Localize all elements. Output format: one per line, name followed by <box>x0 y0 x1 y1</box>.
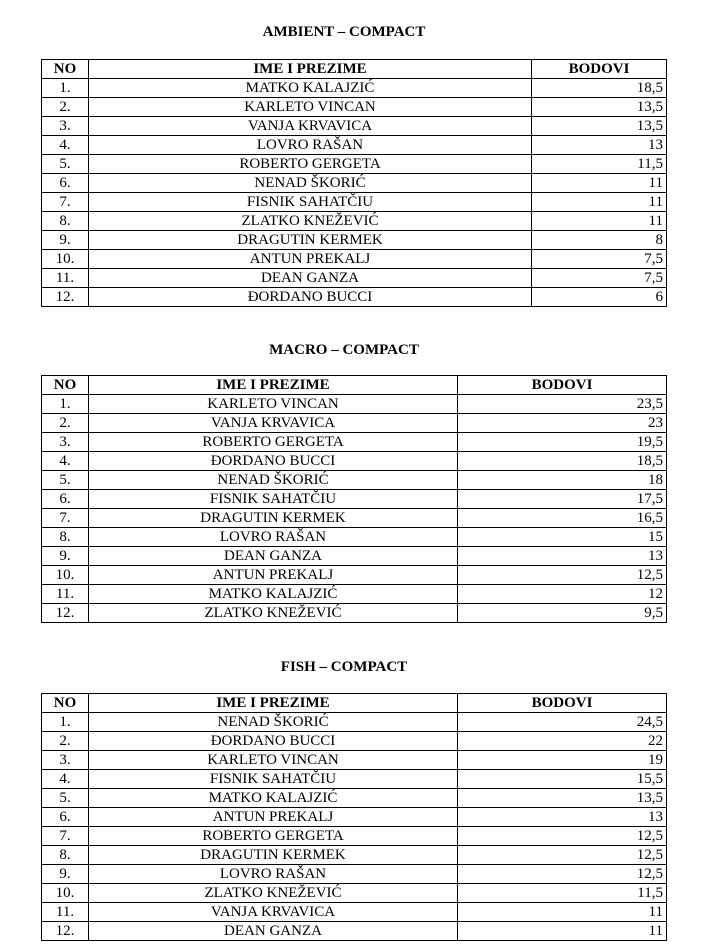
points-value: 11,5 <box>458 884 667 903</box>
competitor-name: ZLATKO KNEŽEVIĆ <box>89 212 532 231</box>
table-row <box>42 547 667 566</box>
table-header-row <box>42 694 667 713</box>
table-row <box>42 193 667 212</box>
competitor-name: LOVRO RAŠAN <box>89 528 458 547</box>
table-row <box>42 212 667 231</box>
points-value: 24,5 <box>458 713 667 732</box>
table-row <box>42 98 667 117</box>
row-number: 3. <box>42 117 89 136</box>
points-value: 13 <box>458 547 667 566</box>
competitor-name: ĐORDANO BUCCI <box>89 288 532 307</box>
row-number: 7. <box>42 509 89 528</box>
points-value: 13,5 <box>532 98 667 117</box>
row-number: 8. <box>42 212 89 231</box>
header-points: BODOVI <box>458 376 667 395</box>
table-header-row <box>42 376 667 395</box>
competitor-name: NENAD ŠKORIĆ <box>89 174 532 193</box>
table-row <box>42 117 667 136</box>
table-row <box>42 433 667 452</box>
competitor-name: KARLETO VINCAN <box>89 98 532 117</box>
row-number: 5. <box>42 155 89 174</box>
competitor-name: ANTUN PREKALJ <box>89 808 458 827</box>
table-row <box>42 713 667 732</box>
points-value: 15 <box>458 528 667 547</box>
table-row <box>42 865 667 884</box>
table-row <box>42 846 667 865</box>
row-number: 6. <box>42 174 89 193</box>
competitor-name: MATKO KALAJZIĆ <box>89 585 458 604</box>
points-value: 19 <box>458 751 667 770</box>
header-name: IME I PREZIME <box>89 376 458 395</box>
points-value: 11 <box>532 193 667 212</box>
competitor-name: ANTUN PREKALJ <box>89 566 458 585</box>
points-value: 6 <box>532 288 667 307</box>
table-row <box>42 827 667 846</box>
points-value: 23,5 <box>458 395 667 414</box>
competitor-name: ĐORDANO BUCCI <box>89 452 458 471</box>
points-value: 13,5 <box>458 789 667 808</box>
competitor-name: ROBERTO GERGETA <box>89 827 458 846</box>
competitor-name: DRAGUTIN KERMEK <box>89 846 458 865</box>
competitor-name: ROBERTO GERGETA <box>89 433 458 452</box>
table-row <box>42 566 667 585</box>
table-row <box>42 250 667 269</box>
competitor-name: DEAN GANZA <box>89 269 532 288</box>
table-row <box>42 269 667 288</box>
row-number: 12. <box>42 604 89 623</box>
points-value: 8 <box>532 231 667 250</box>
competitor-name: ĐORDANO BUCCI <box>89 732 458 751</box>
points-value: 11 <box>458 903 667 922</box>
points-value: 18,5 <box>532 79 667 98</box>
header-no: NO <box>42 376 89 395</box>
row-number: 12. <box>42 922 89 941</box>
header-points: BODOVI <box>532 60 667 79</box>
points-value: 12,5 <box>458 846 667 865</box>
competitor-name: VANJA KRVAVICA <box>89 414 458 433</box>
row-number: 7. <box>42 193 89 212</box>
competitor-name: ZLATKO KNEŽEVIĆ <box>89 604 458 623</box>
competitor-name: VANJA KRVAVICA <box>89 903 458 922</box>
competitor-name: FISNIK SAHATČIU <box>89 193 532 212</box>
table-row <box>42 884 667 903</box>
competitor-name: KARLETO VINCAN <box>89 395 458 414</box>
header-no: NO <box>42 694 89 713</box>
table-row <box>42 79 667 98</box>
competitor-name: LOVRO RAŠAN <box>89 865 458 884</box>
competitor-name: FISNIK SAHATČIU <box>89 770 458 789</box>
points-value: 7,5 <box>532 269 667 288</box>
table-row <box>42 509 667 528</box>
table-row <box>42 231 667 250</box>
points-value: 9,5 <box>458 604 667 623</box>
points-value: 22 <box>458 732 667 751</box>
points-value: 12 <box>458 585 667 604</box>
row-number: 1. <box>42 79 89 98</box>
header-points: BODOVI <box>458 694 667 713</box>
table-row <box>42 288 667 307</box>
table-row <box>42 808 667 827</box>
table-row <box>42 174 667 193</box>
row-number: 4. <box>42 136 89 155</box>
row-number: 5. <box>42 471 89 490</box>
table-row <box>42 789 667 808</box>
table-row <box>42 414 667 433</box>
row-number: 11. <box>42 585 89 604</box>
table-row <box>42 155 667 174</box>
row-number: 3. <box>42 433 89 452</box>
points-value: 19,5 <box>458 433 667 452</box>
row-number: 2. <box>42 98 89 117</box>
competitor-name: DEAN GANZA <box>89 547 458 566</box>
row-number: 10. <box>42 250 89 269</box>
points-value: 13,5 <box>532 117 667 136</box>
row-number: 8. <box>42 528 89 547</box>
table-row <box>42 922 667 941</box>
table-row <box>42 490 667 509</box>
table-header-row <box>42 60 667 79</box>
points-value: 13 <box>458 808 667 827</box>
table-row <box>42 751 667 770</box>
row-number: 6. <box>42 490 89 509</box>
competitor-name: MATKO KALAJZIĆ <box>89 79 532 98</box>
competitor-name: MATKO KALAJZIĆ <box>89 789 458 808</box>
points-value: 16,5 <box>458 509 667 528</box>
points-value: 12,5 <box>458 827 667 846</box>
header-name: IME I PREZIME <box>89 694 458 713</box>
row-number: 2. <box>42 732 89 751</box>
row-number: 2. <box>42 414 89 433</box>
results-table-macro <box>41 375 667 623</box>
row-number: 10. <box>42 566 89 585</box>
row-number: 12. <box>42 288 89 307</box>
points-value: 11,5 <box>532 155 667 174</box>
points-value: 18 <box>458 471 667 490</box>
table-row <box>42 604 667 623</box>
row-number: 5. <box>42 789 89 808</box>
points-value: 15,5 <box>458 770 667 789</box>
row-number: 1. <box>42 713 89 732</box>
competitor-name: VANJA KRVAVICA <box>89 117 532 136</box>
table-row <box>42 136 667 155</box>
competitor-name: ANTUN PREKALJ <box>89 250 532 269</box>
table-row <box>42 903 667 922</box>
row-number: 9. <box>42 865 89 884</box>
table-row <box>42 395 667 414</box>
row-number: 6. <box>42 808 89 827</box>
points-value: 12,5 <box>458 865 667 884</box>
table-row <box>42 452 667 471</box>
table-row <box>42 471 667 490</box>
section-title-ambient: AMBIENT – COMPACT <box>262 24 426 40</box>
row-number: 10. <box>42 884 89 903</box>
points-value: 17,5 <box>458 490 667 509</box>
competitor-name: FISNIK SAHATČIU <box>89 490 458 509</box>
row-number: 3. <box>42 751 89 770</box>
row-number: 8. <box>42 846 89 865</box>
competitor-name: DRAGUTIN KERMEK <box>89 231 532 250</box>
row-number: 7. <box>42 827 89 846</box>
results-table-ambient <box>41 59 667 307</box>
points-value: 7,5 <box>532 250 667 269</box>
competitor-name: DEAN GANZA <box>89 922 458 941</box>
row-number: 9. <box>42 547 89 566</box>
table-row <box>42 732 667 751</box>
row-number: 11. <box>42 903 89 922</box>
points-value: 11 <box>458 922 667 941</box>
points-value: 12,5 <box>458 566 667 585</box>
competitor-name: DRAGUTIN KERMEK <box>89 509 458 528</box>
competitor-name: LOVRO RAŠAN <box>89 136 532 155</box>
section-title-fish: FISH – COMPACT <box>280 659 408 675</box>
points-value: 13 <box>532 136 667 155</box>
row-number: 4. <box>42 452 89 471</box>
row-number: 9. <box>42 231 89 250</box>
header-name: IME I PREZIME <box>89 60 532 79</box>
table-row <box>42 770 667 789</box>
competitor-name: NENAD ŠKORIĆ <box>89 713 458 732</box>
points-value: 11 <box>532 174 667 193</box>
row-number: 1. <box>42 395 89 414</box>
points-value: 18,5 <box>458 452 667 471</box>
competitor-name: NENAD ŠKORIĆ <box>89 471 458 490</box>
row-number: 4. <box>42 770 89 789</box>
points-value: 11 <box>532 212 667 231</box>
points-value: 23 <box>458 414 667 433</box>
row-number: 11. <box>42 269 89 288</box>
table-row <box>42 585 667 604</box>
table-row <box>42 528 667 547</box>
results-table-fish <box>41 693 667 941</box>
competitor-name: KARLETO VINCAN <box>89 751 458 770</box>
competitor-name: ZLATKO KNEŽEVIĆ <box>89 884 458 903</box>
header-no: NO <box>42 60 89 79</box>
section-title-macro: MACRO – COMPACT <box>269 342 419 358</box>
competitor-name: ROBERTO GERGETA <box>89 155 532 174</box>
